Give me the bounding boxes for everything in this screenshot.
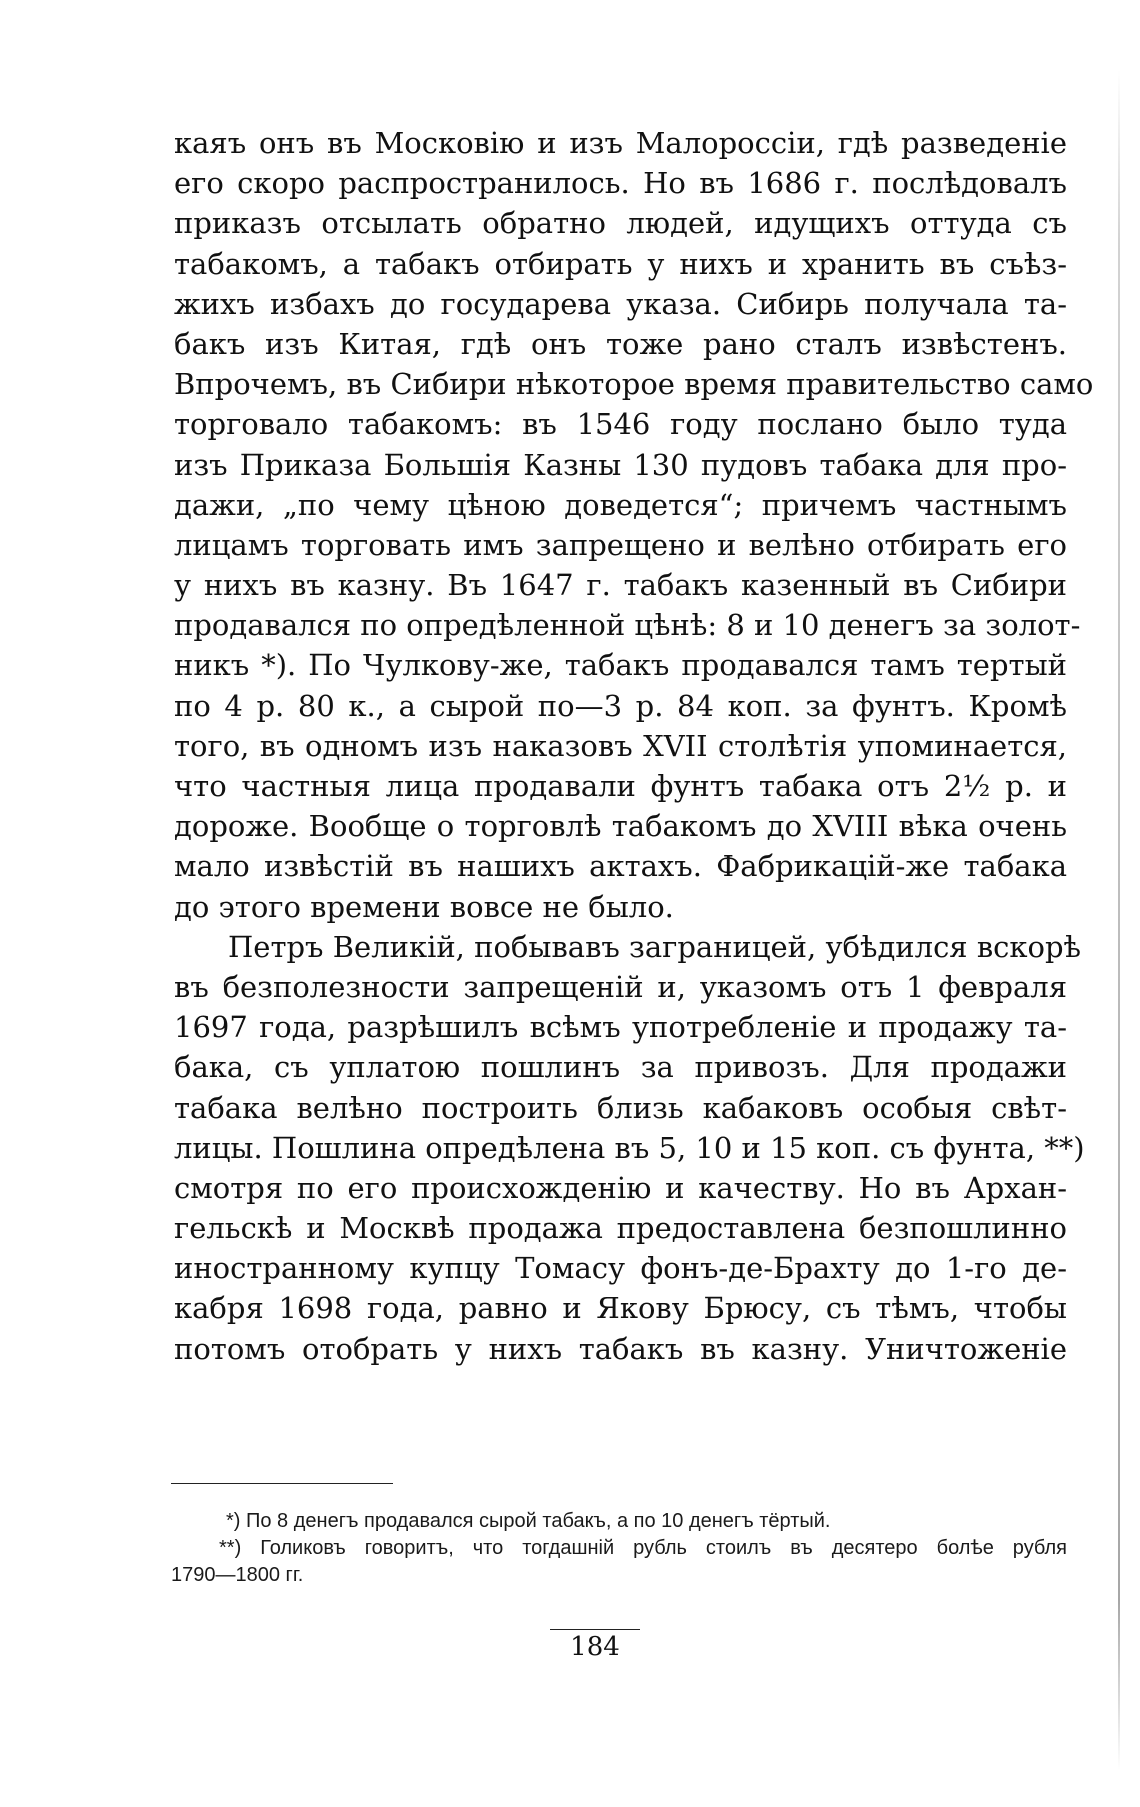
text-line-9: изъ Приказа Большія Казны 130 пудовъ табака для про-	[174, 447, 1067, 482]
text-line-6: бакъ изъ Китая, гдѣ онъ тоже рано сталъ извѣстенъ.	[174, 326, 1067, 361]
text-line-30: кабря 1698 года, равно и Якову Брюсу, съ тѣмъ, чтобы	[174, 1291, 1067, 1326]
footnote-2-line-2: 1790—1800 гг.	[171, 1564, 304, 1586]
text-line-16: того, въ одномъ изъ наказовъ XVII столѣтія упоминается,	[174, 728, 1067, 763]
text-line-5: жихъ избахъ до государева указа. Сибирь получала та-	[174, 286, 1067, 321]
page-number: 184	[570, 1632, 620, 1662]
text-line-18: дороже. Вообще о торговлѣ табакомъ до XVIII вѣка очень	[174, 809, 1067, 844]
text-line-17: что частныя лица продавали фунтъ табака отъ 2½ р. и	[174, 769, 1067, 803]
footnote-2-line-1: **) Голиковъ говоритъ, что тогдашній рубль стоилъ въ десятеро болѣе рубля	[219, 1537, 1067, 1559]
text-line-19: мало извѣстій въ нашихъ актахъ. Фабрикацій-же табака	[174, 849, 1067, 884]
footnote-1: *) По 8 денегъ продавался сырой табакъ, а по 10 денегъ тёртый.	[226, 1510, 831, 1532]
text-line-26: лицы. Пошлина опредѣлена въ 5, 10 и 15 коп. съ фунта, **)	[174, 1130, 1085, 1165]
text-line-12: у нихъ въ казну. Въ 1647 г. табакъ казенный въ Сибири	[174, 568, 1067, 603]
footnotes	[171, 1508, 1067, 1589]
text-line-20: до этого времени вовсе не было.	[174, 889, 674, 924]
text-line-29: иностранному купцу Томасу фонъ-де-Брахту до 1-го де-	[174, 1251, 1067, 1286]
text-line-22: въ безполезности запрещеній и, указомъ отъ 1 февраля	[174, 969, 1067, 1004]
text-line-7: Впрочемъ, въ Сибири нѣкоторое время правительство само	[174, 367, 1094, 402]
footnote-divider	[171, 1483, 393, 1484]
page-number-rule	[550, 1629, 640, 1630]
text-line-25: табака велѣно построить близь кабаковъ особыя свѣт-	[174, 1090, 1067, 1125]
page-scan-edge	[1118, 70, 1120, 1770]
text-line-11: лицамъ торговать имъ запрещено и велѣно отбирать его	[174, 527, 1067, 562]
text-line-21: Петръ Великій, побывавъ заграницей, убѣдился вскорѣ	[228, 929, 1082, 964]
text-line-3: приказъ отсылать обратно людей, идущихъ оттуда съ	[174, 206, 1067, 241]
text-line-2: его скоро распространилось. Но въ 1686 г. послѣдовалъ	[174, 166, 1067, 201]
text-line-28: гельскѣ и Москвѣ продажа предоставлена безпошлинно	[174, 1211, 1067, 1246]
text-line-31: потомъ отобрать у нихъ табакъ въ казну. Уничтоженіе	[174, 1331, 1067, 1366]
text-line-1: каяъ онъ въ Московію и изъ Малороссіи, гдѣ разведеніе	[174, 126, 1067, 160]
text-line-23: 1697 года, разрѣшилъ всѣмъ употребленіе и продажу та-	[174, 1010, 1067, 1045]
text-line-10: дажи, „по чему цѣною доведется“; причемъ частнымъ	[174, 487, 1067, 522]
main-text	[174, 123, 1094, 1369]
text-line-15: по 4 р. 80 к., а сырой по—3 р. 84 коп. за фунтъ. Кромѣ	[174, 688, 1067, 723]
text-line-14: никъ *). По Чулкову-же, табакъ продавался тамъ тертый	[174, 648, 1067, 683]
text-line-8: торговало табакомъ: въ 1546 году послано было туда	[174, 407, 1067, 442]
text-line-13: продавался по опредѣленной цѣнѣ: 8 и 10 денегъ за золот-	[174, 608, 1081, 643]
text-line-24: бака, съ уплатою пошлинъ за привозъ. Для продажи	[174, 1050, 1067, 1085]
text-line-27: смотря по его происхожденію и качеству. Но въ Архан-	[174, 1170, 1067, 1205]
text-line-4: табакомъ, а табакъ отбирать у нихъ и хранить въ съѣз-	[174, 246, 1067, 281]
